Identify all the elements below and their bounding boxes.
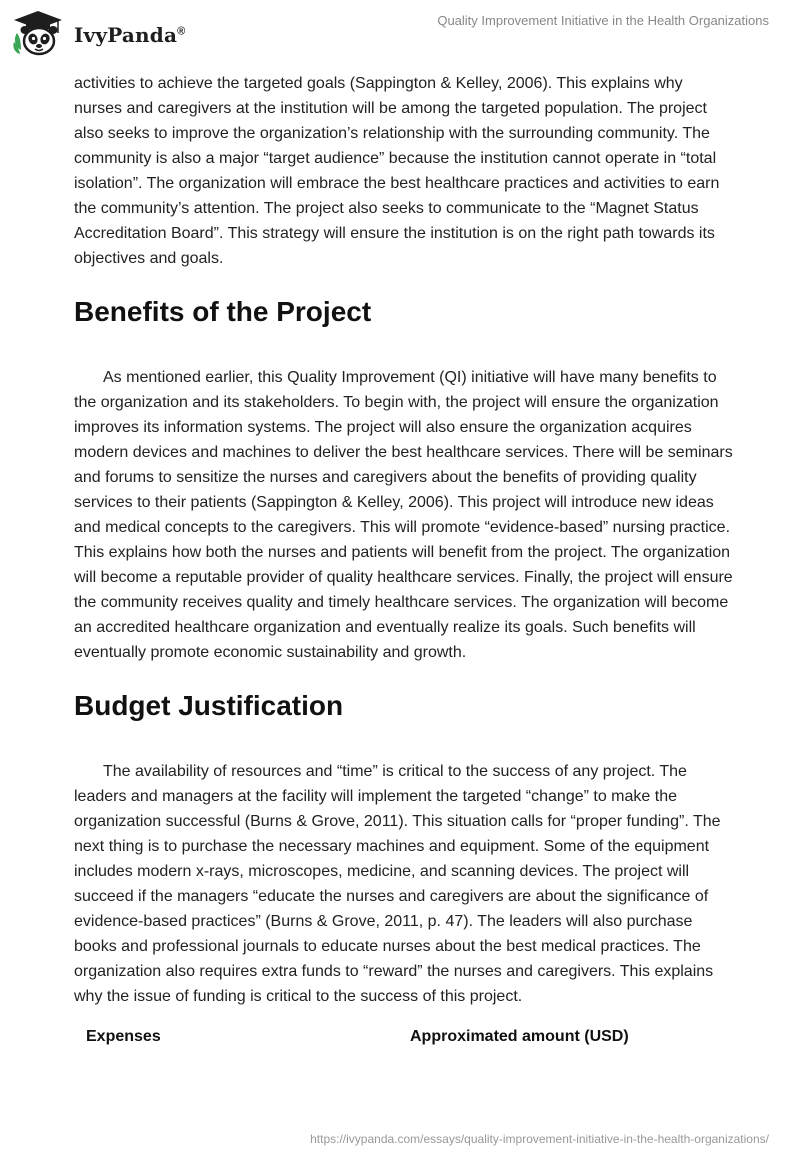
page-header [0, 0, 800, 70]
budget-paragraph: The availability of resources and “time” is critical to the success of any project. The leaders and managers at the facility will implement the targeted “change” to make the organization successful (Burns & Grove, 2011). This situation calls for “proper funding”. The next thing is to purchase the necessary machines and equipment. Some of the equipment includes modern x-rays, microscopes, medicine, and scanning devices. The project will succeed if the managers “educate the nurses and caregivers are about the significance of evidence-based practices” (Burns & Grove, 2011, p. 47). The leaders will also purchase books and professional journals to educate nurses about the best medical practices. The organization also requires extra funds to “reward” the nurses and caregivers. This explains why the issue of funding is critical to the success of this project. [74, 763, 721, 1005]
registered-mark: ® [177, 25, 186, 38]
essay-content [74, 71, 734, 1048]
ivypanda-logo[interactable] [12, 9, 185, 57]
logo-text [74, 23, 185, 47]
budget-table-header [74, 1026, 734, 1048]
benefits-paragraph: As mentioned earlier, this Quality Improvement (QI) initiative will have many benefits to the organization and its stakeholders. To begin with, the project will ensure the organization improves its information systems. The project will also ensure the organization acquires modern devices and machines to deliver the best healthcare services. There will be seminars and forums to sensitize the nurses and caregivers about the benefits of providing quality services to their patients (Sappington & Kelley, 2006). This project will introduce new ideas and medical concepts to the caregivers. This will promote “evidence-based” nursing practice. This explains how both the nurses and patients will benefit from the project. The organization will become a reputable provider of quality healthcare services. Finally, the project will ensure the community receives quality and timely healthcare services. The organization will become an accredited healthcare organization and eventually realize its goals. Such benefits will eventually promote economic sustainability and growth. [74, 369, 733, 661]
benefits-heading: Benefits of the Project [74, 296, 372, 327]
column-header-expenses: Expenses [86, 1028, 161, 1045]
panda-graduate-icon [12, 9, 64, 57]
intro-paragraph: activities to achieve the targeted goals (Sappington & Kelley, 2006). This explains why nurses and caregivers at the institution will be among the targeted population. The project also seeks to improve the organization’s relationship with the surrounding community. The community is also a major “target audience” because the institution cannot operate in “total isolation”. The organization will embrace the best healthcare practices and activities to earn the community’s attention. The project also seeks to communicate to the “Magnet Status Accreditation Board”. This strategy will ensure the institution is on the right path towards its objectives and goals. [74, 75, 720, 267]
budget-heading: Budget Justification [74, 690, 344, 721]
source-url[interactable]: https://ivypanda.com/essays/quality-improvement-initiative-in-the-health-organizations/ [310, 1132, 769, 1146]
logo-wordmark: IvyPanda [74, 23, 178, 47]
column-header-amount: Approximated amount (USD) [410, 1028, 629, 1045]
document-title: Quality Improvement Initiative in the Health Organizations [437, 13, 769, 28]
